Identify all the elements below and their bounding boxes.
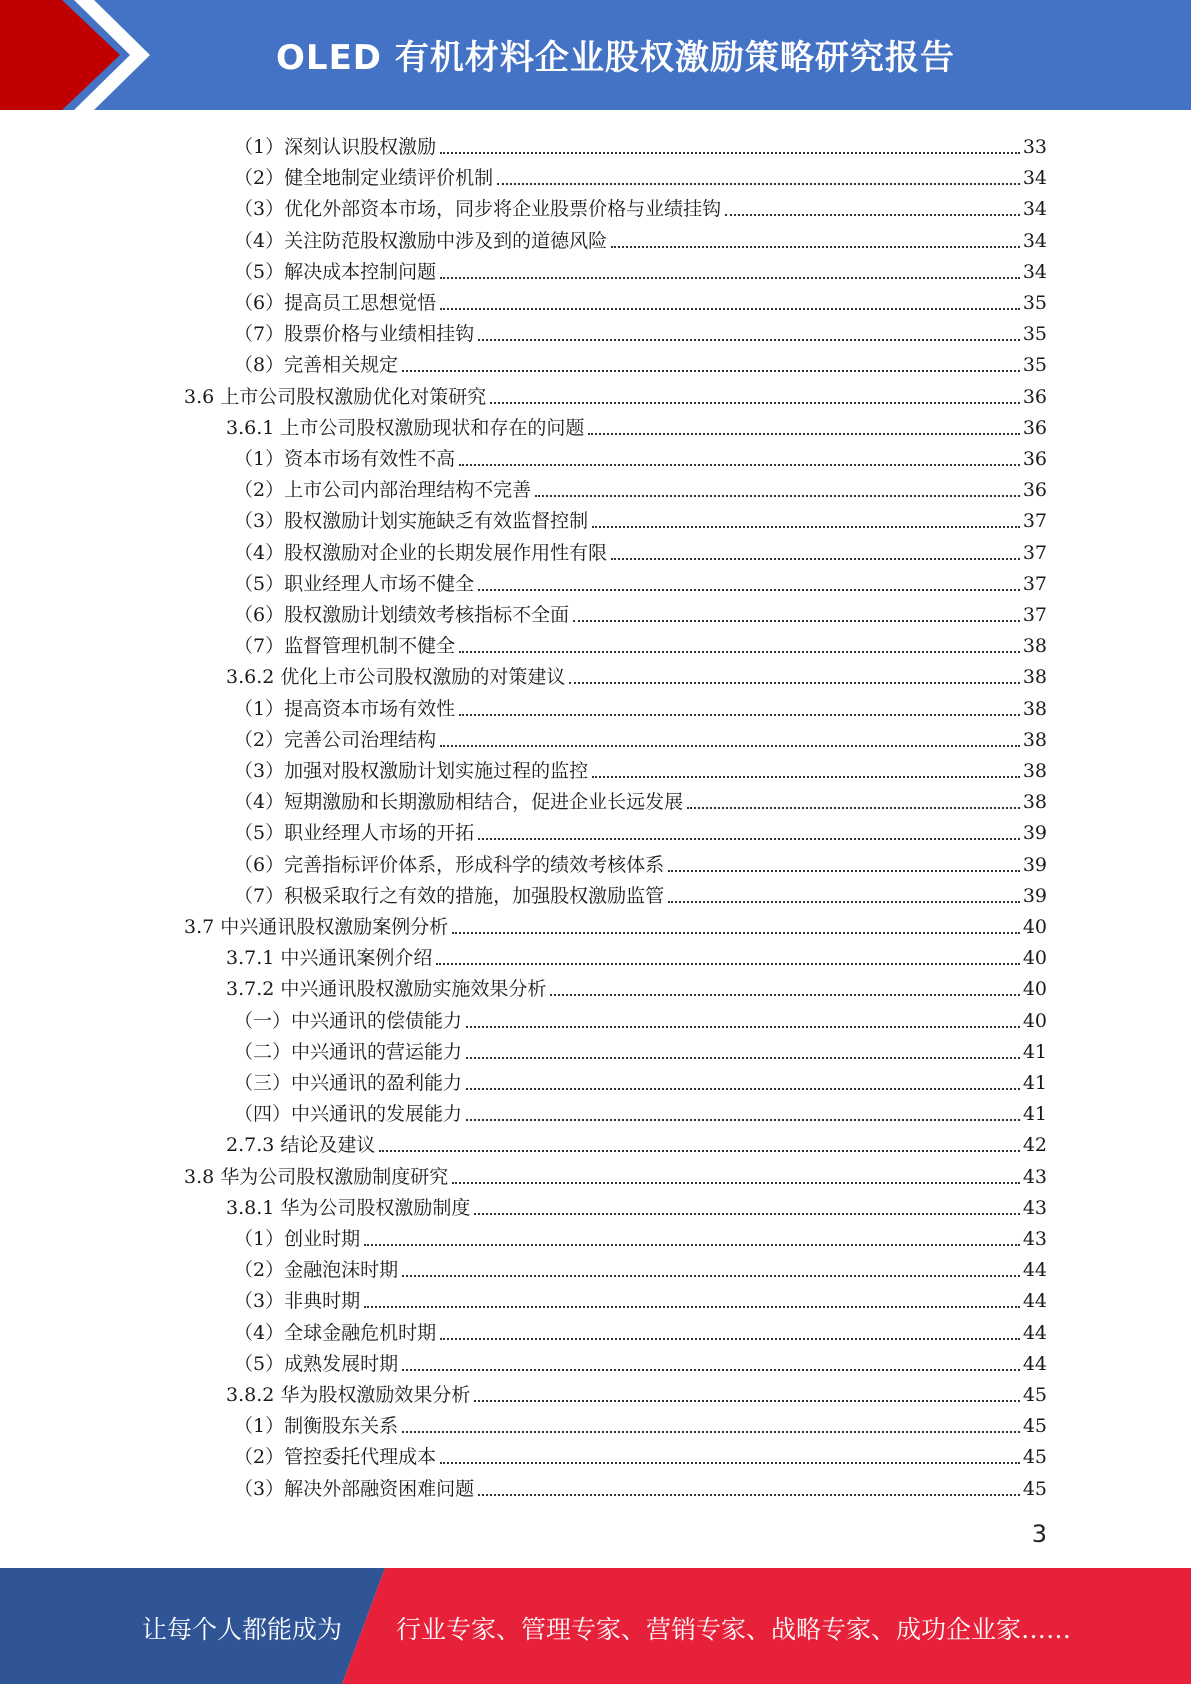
toc-entry-label: （一）中兴通讯的偿债能力 (234, 1009, 463, 1032)
toc-entry-label: （3）解决外部融资困难问题 (234, 1477, 475, 1500)
toc-leader-dots (573, 619, 1020, 622)
toc-entry-page: 41 (1022, 1040, 1047, 1063)
toc-entry-page: 36 (1022, 416, 1047, 439)
toc-entry[interactable] (234, 721, 1047, 752)
toc-entry-label: （6）股权激励计划绩效考核指标不全面 (234, 604, 570, 626)
footer-slogan-right: 行业专家、管理专家、营销专家、战略专家、成功企业家…… (396, 1615, 1072, 1644)
toc-entry-label: （1）深刻认识股权激励 (234, 136, 437, 158)
toc-entry[interactable] (234, 534, 1047, 565)
toc-leader-dots (436, 962, 1019, 965)
toc-leader-dots (402, 369, 1020, 372)
toc-entry-page: 39 (1022, 853, 1047, 876)
toc-entry[interactable] (234, 1314, 1047, 1345)
toc-entry[interactable] (234, 690, 1047, 721)
toc-leader-dots (725, 213, 1020, 216)
toc-entry-page: 42 (1022, 1134, 1047, 1157)
toc-entry[interactable] (234, 596, 1047, 627)
toc-entry-label: 3.8.1 华为公司股权激励制度 (226, 1196, 471, 1219)
toc-entry-label: 3.8 华为公司股权激励制度研究 (184, 1165, 449, 1188)
toc-entry-page: 34 (1022, 198, 1047, 221)
toc-entry-label: （4）股权激励对企业的长期发展作用性有限 (234, 541, 608, 564)
toc-entry-label: （1）提高资本市场有效性 (234, 697, 456, 720)
toc-entry-page: 41 (1022, 1103, 1047, 1126)
toc-entry[interactable] (184, 908, 1047, 939)
toc-entry[interactable] (234, 627, 1047, 658)
toc-entry-page: 38 (1022, 791, 1047, 814)
toc-leader-dots (466, 1025, 1020, 1028)
document-title: OLED 有机材料企业股权激励策略研究报告 (276, 38, 955, 78)
toc-leader-dots (474, 1212, 1019, 1215)
toc-entry[interactable] (234, 1470, 1047, 1501)
toc-leader-dots (478, 1493, 1020, 1496)
toc-leader-dots (364, 1305, 1020, 1308)
toc-leader-dots (478, 837, 1020, 840)
toc-entry-label: （4）短期激励和长期激励相结合，促进企业长远发展 (234, 791, 684, 814)
toc-leader-dots (459, 713, 1020, 716)
toc-entry[interactable] (234, 814, 1047, 845)
toc-leader-dots (668, 869, 1020, 872)
toc-entry-page: 35 (1022, 292, 1047, 314)
toc-leader-dots (588, 432, 1019, 435)
toc-leader-dots (592, 525, 1020, 528)
toc-entry-label: （5）解决成本控制问题 (234, 260, 437, 283)
toc-entry-label: （4）关注防范股权激励中涉及到的道德风险 (234, 229, 608, 252)
toc-entry-label: （三）中兴通讯的盈利能力 (234, 1072, 463, 1094)
toc-entry-page: 36 (1022, 448, 1047, 470)
toc-entry-page: 41 (1022, 1072, 1047, 1094)
toc-entry[interactable] (234, 284, 1047, 315)
toc-leader-dots (687, 806, 1020, 809)
toc-entry-page: 43 (1022, 1165, 1047, 1188)
toc-entry[interactable] (226, 658, 1047, 689)
toc-entry-page: 40 (1022, 1009, 1047, 1032)
toc-entry-label: （2）完善公司治理结构 (234, 728, 437, 751)
toc-entry-label: （3）股权激励计划实施缺乏有效监督控制 (234, 510, 589, 533)
toc-entry-page: 38 (1022, 666, 1047, 689)
toc-entry-label: （6）提高员工思想觉悟 (234, 292, 437, 314)
header-chevron-icon (0, 0, 160, 110)
toc-entry-page: 40 (1022, 978, 1047, 1001)
toc-leader-dots (611, 557, 1020, 560)
toc-leader-dots (459, 650, 1020, 653)
toc-entry-label: （5）成熟发展时期 (234, 1352, 399, 1375)
toc-entry-page: 34 (1022, 167, 1047, 190)
toc-leader-dots (440, 1461, 1020, 1464)
toc-entry-page: 37 (1022, 604, 1047, 626)
toc-leader-dots (478, 588, 1020, 591)
toc-entry-page: 43 (1022, 1228, 1047, 1250)
toc-entry[interactable] (234, 315, 1047, 346)
toc-entry-label: （四）中兴通讯的发展能力 (234, 1103, 463, 1126)
toc-entry[interactable] (234, 159, 1047, 190)
page-number: 3 (1031, 1520, 1047, 1548)
toc-entry[interactable] (234, 1438, 1047, 1469)
toc-entry[interactable] (234, 752, 1047, 783)
toc-entry-label: 3.7.1 中兴通讯案例介绍 (226, 947, 433, 970)
toc-entry[interactable] (234, 1407, 1047, 1438)
toc-entry[interactable] (234, 471, 1047, 502)
toc-leader-dots (466, 1087, 1020, 1090)
toc-leader-dots (440, 1337, 1020, 1340)
toc-entry-page: 39 (1022, 884, 1047, 907)
toc-entry-label: （3）优化外部资本市场，同步将企业股票价格与业绩挂钩 (234, 198, 722, 221)
footer-slogan-left: 让每个人都能成为 (142, 1615, 343, 1644)
toc-entry-label: （7）积极采取行之有效的措施，加强股权激励监管 (234, 884, 665, 907)
toc-leader-dots (440, 151, 1020, 154)
toc-entry-page: 36 (1022, 385, 1047, 408)
toc-entry-page: 38 (1022, 728, 1047, 751)
toc-entry-label: （8）完善相关规定 (234, 354, 399, 377)
toc-entry-page: 35 (1022, 354, 1047, 377)
toc-entry-label: 3.6.1 上市公司股权激励现状和存在的问题 (226, 416, 585, 439)
toc-entry-page: 34 (1022, 260, 1047, 283)
toc-entry-label: （2）健全地制定业绩评价机制 (234, 167, 494, 190)
toc-leader-dots (452, 1181, 1020, 1184)
toc-entry[interactable] (234, 1095, 1047, 1126)
toc-leader-dots (592, 775, 1020, 778)
toc-entry-label: （3）加强对股权激励计划实施过程的监控 (234, 760, 589, 782)
toc-leader-dots (459, 463, 1020, 466)
toc-entry-page: 37 (1022, 541, 1047, 564)
toc-entry[interactable] (234, 502, 1047, 533)
toc-entry[interactable] (234, 877, 1047, 908)
toc-entry-page: 38 (1022, 635, 1047, 658)
toc-entry[interactable] (234, 1220, 1047, 1251)
toc-entry[interactable] (226, 1189, 1047, 1220)
toc-entry[interactable] (234, 1282, 1047, 1313)
toc-entry[interactable] (234, 1345, 1047, 1376)
toc-entry[interactable] (234, 128, 1047, 159)
toc-entry-page: 43 (1022, 1196, 1047, 1219)
toc-leader-dots (440, 307, 1020, 310)
toc-entry-label: 3.7.2 中兴通讯股权激励实施效果分析 (226, 978, 547, 1001)
toc-entry[interactable] (234, 783, 1047, 814)
toc-entry-label: 3.6 上市公司股权激励优化对策研究 (184, 385, 487, 408)
toc-entry-page: 45 (1022, 1477, 1047, 1500)
toc-entry-label: （5）职业经理人市场不健全 (234, 572, 475, 595)
toc-leader-dots (452, 931, 1020, 934)
toc-entry-page: 40 (1022, 916, 1047, 938)
toc-entry-page: 37 (1022, 510, 1047, 533)
toc-entry-label: （2）管控委托代理成本 (234, 1446, 437, 1469)
toc-entry-label: （二）中兴通讯的营运能力 (234, 1040, 463, 1063)
toc-entry[interactable] (184, 378, 1047, 409)
toc-entry-page: 38 (1022, 760, 1047, 782)
toc-entry-page: 44 (1022, 1352, 1047, 1375)
toc-entry[interactable] (234, 440, 1047, 471)
toc-entry-label: （2）上市公司内部治理结构不完善 (234, 479, 532, 502)
toc-entry-page: 45 (1022, 1384, 1047, 1406)
toc-entry-label: （7）股票价格与业绩相挂钩 (234, 323, 475, 346)
toc-leader-dots (611, 245, 1020, 248)
toc-entry-page: 33 (1022, 136, 1047, 158)
toc-entry-page: 45 (1022, 1415, 1047, 1438)
toc-leader-dots (569, 681, 1019, 684)
toc-entry[interactable] (234, 1064, 1047, 1095)
toc-entry[interactable] (234, 346, 1047, 377)
toc-entry[interactable] (226, 1376, 1047, 1407)
toc-entry-label: （1）资本市场有效性不高 (234, 448, 456, 470)
toc-leader-dots (550, 993, 1019, 996)
toc-leader-dots (490, 401, 1020, 404)
toc-entry-label: （6）完善指标评价体系，形成科学的绩效考核体系 (234, 853, 665, 876)
toc-entry-label: 3.6.2 优化上市公司股权激励的对策建议 (226, 666, 566, 689)
toc-leader-dots (440, 744, 1020, 747)
toc-entry-page: 44 (1022, 1259, 1047, 1282)
toc-entry-page: 44 (1022, 1321, 1047, 1344)
toc-leader-dots (466, 1056, 1020, 1059)
toc-entry-label: （7）监督管理机制不健全 (234, 635, 456, 658)
toc-entry[interactable] (234, 253, 1047, 284)
toc-entry[interactable] (226, 409, 1047, 440)
toc-leader-dots (402, 1430, 1020, 1433)
toc-entry[interactable] (234, 1002, 1047, 1033)
toc-entry[interactable] (226, 970, 1047, 1001)
toc-entry-page: 38 (1022, 697, 1047, 720)
toc-entry[interactable] (226, 939, 1047, 970)
toc-entry[interactable] (234, 565, 1047, 596)
toc-entry-label: 3.7 中兴通讯股权激励案例分析 (184, 916, 449, 938)
toc-leader-dots (402, 1368, 1020, 1371)
toc-leader-dots (402, 1274, 1020, 1277)
toc-leader-dots (668, 900, 1020, 903)
toc-entry-page: 44 (1022, 1290, 1047, 1313)
toc-entry[interactable] (234, 1033, 1047, 1064)
toc-entry-page: 36 (1022, 479, 1047, 502)
toc-entry-page: 37 (1022, 572, 1047, 595)
toc-entry-label: 2.7.3 结论及建议 (226, 1134, 376, 1157)
toc-leader-dots (535, 494, 1020, 497)
page-header (0, 0, 1191, 110)
toc-leader-dots (497, 182, 1020, 185)
toc-leader-dots (440, 276, 1020, 279)
toc-entry-page: 40 (1022, 947, 1047, 970)
toc-entry-label: （1）制衡股东关系 (234, 1415, 399, 1438)
toc-entry[interactable] (234, 190, 1047, 221)
toc-entry-label: 3.8.2 华为股权激励效果分析 (226, 1384, 471, 1406)
toc-entry-label: （4）全球金融危机时期 (234, 1321, 437, 1344)
toc-entry[interactable] (234, 222, 1047, 253)
toc-entry-label: （5）职业经理人市场的开拓 (234, 822, 475, 845)
toc-entry-page: 39 (1022, 822, 1047, 845)
toc-entry-label: （1）创业时期 (234, 1228, 361, 1250)
toc-entry[interactable] (226, 1126, 1047, 1157)
toc-leader-dots (474, 1399, 1019, 1402)
toc-entry-page: 34 (1022, 229, 1047, 252)
toc-entry[interactable] (184, 1158, 1047, 1189)
toc-leader-dots (379, 1149, 1019, 1152)
page-footer (0, 1568, 1191, 1684)
toc-entry-page: 45 (1022, 1446, 1047, 1469)
toc-entry[interactable] (234, 1251, 1047, 1282)
toc-entry[interactable] (234, 846, 1047, 877)
toc-leader-dots (478, 338, 1020, 341)
toc-entry-label: （3）非典时期 (234, 1290, 361, 1313)
toc-leader-dots (466, 1118, 1020, 1121)
toc-entry-page: 35 (1022, 323, 1047, 346)
toc-entry-label: （2）金融泡沫时期 (234, 1259, 399, 1282)
toc-leader-dots (364, 1243, 1020, 1246)
